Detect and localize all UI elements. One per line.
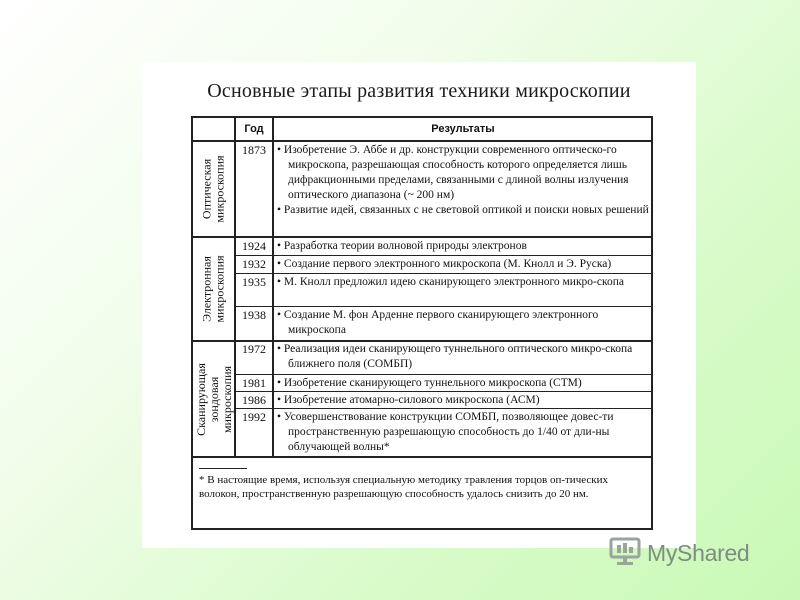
row-year: 1924 xyxy=(242,239,266,253)
result-item: • Изобретение атомарно-силового микроскопа (АСМ) xyxy=(277,394,540,406)
row-year: 1992 xyxy=(242,410,266,424)
scanned-table-image xyxy=(142,62,696,548)
document-title: Основные этапы развития техники микроскопии xyxy=(207,80,631,102)
row-year: 1873 xyxy=(242,143,266,157)
result-item: • Изобретение Э. Аббе и др. конструкции современного оптическо-го микроскопа, разрешающая способность которого определяется лишь дифракционными пределами, связанными с длиной волны излучения оптического диапазона (~ 200 нм) xyxy=(277,144,629,201)
result-item: • Развитие идей, связанных с не световой оптикой и поиски новых решений xyxy=(277,204,649,216)
era-label-line: микроскопия xyxy=(219,365,234,433)
header-year: Год xyxy=(244,123,264,135)
row-results xyxy=(277,257,649,272)
myshared-presentation-icon xyxy=(609,536,643,571)
row-divider xyxy=(234,391,651,392)
footnote: * В настоящие время, используя специальную методику травления торцов оп-тических волокон, пространственную разрешающую способность удалось снизить до 20 нм. xyxy=(199,474,608,500)
row-year: 1981 xyxy=(242,376,266,390)
row-results xyxy=(277,239,649,254)
row-divider xyxy=(234,273,651,274)
row-results xyxy=(277,308,649,338)
era-label-line: Сканирующая xyxy=(193,362,208,436)
row-year: 1938 xyxy=(242,308,266,322)
row-year: 1935 xyxy=(242,275,266,289)
result-item: • Создание первого электронного микроскопа (М. Кнолл и Э. Руска) xyxy=(277,258,612,270)
row-divider xyxy=(234,255,651,256)
result-item: • Изобретение сканирующего туннельного микроскопа (СТМ) xyxy=(277,377,582,389)
era-label-line: Электронная xyxy=(200,256,214,322)
footnote-divider xyxy=(193,456,651,458)
result-item: • Реализация идеи сканирующего туннельного оптического микро-скопа ближнего поля (СОМБП) xyxy=(277,343,633,370)
row-results xyxy=(277,410,649,455)
row-year: 1972 xyxy=(242,342,266,356)
header-results: Результаты xyxy=(431,123,495,135)
logo-text: MyShared xyxy=(647,539,750,566)
era-label-line: микроскопия xyxy=(213,154,227,223)
header-divider xyxy=(193,140,651,142)
row-year: 1986 xyxy=(242,393,266,407)
row-results xyxy=(277,143,649,218)
row-results xyxy=(277,275,649,290)
row-divider xyxy=(234,306,651,307)
result-item: • М. Кнолл предложил идею сканирующего электронного микро-скопа xyxy=(277,276,624,288)
era-scanning-probe xyxy=(193,342,235,456)
era-electron xyxy=(193,238,235,340)
row-divider xyxy=(234,408,651,409)
result-item: • Создание М. фон Арденне первого сканирующего электронного микроскопа xyxy=(277,309,599,336)
era-divider-optical xyxy=(193,236,651,238)
footnote-rule xyxy=(199,468,247,469)
row-results xyxy=(277,342,649,372)
result-item: • Разработка теории волновой природы электронов xyxy=(277,240,527,252)
era-optical xyxy=(193,141,235,236)
row-results xyxy=(277,393,649,408)
row-divider xyxy=(234,374,651,375)
era-label-line: микроскопия xyxy=(213,255,227,323)
era-label-line: Оптическая xyxy=(200,158,214,219)
result-item: • Усовершенствование конструкции СОМБП, позволяющее довес-ти пространственную разрешающую способность до 1/40 от дли-ны облучающей волны* xyxy=(277,411,614,453)
row-results xyxy=(277,376,649,391)
microscopy-stages-table xyxy=(191,116,653,530)
era-label-line: зондовая xyxy=(206,376,221,422)
myshared-logo[interactable] xyxy=(609,537,749,569)
row-year: 1932 xyxy=(242,257,266,271)
year-column-divider xyxy=(272,118,274,456)
